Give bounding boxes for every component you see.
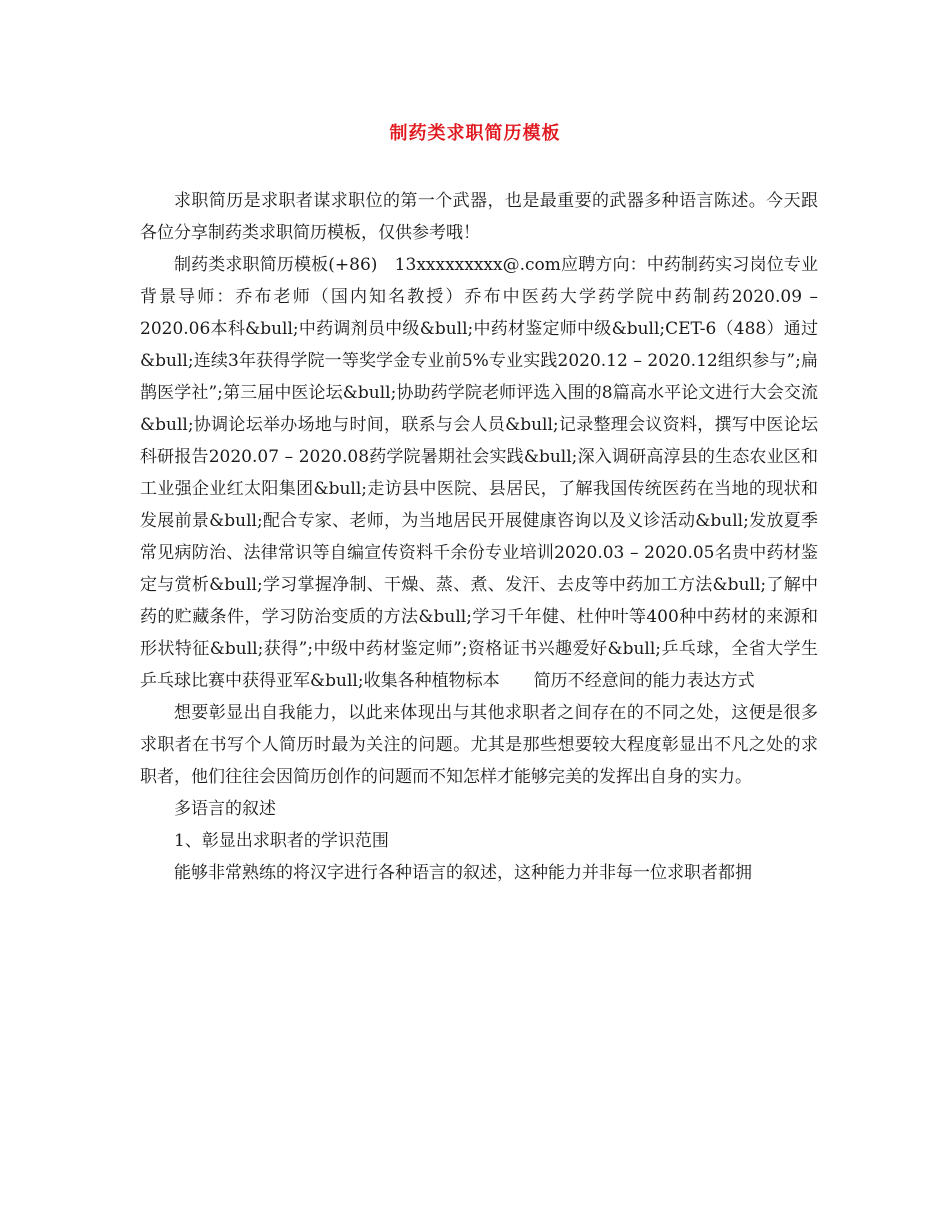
section-heading-multilingual: 多语言的叙述 <box>174 799 276 819</box>
paragraph-ability: 想要彰显出自我能力，以此来体现出与其他求职者之间存在的不同之处，这便是很多求职者在书写个人简历时最为关注的问题。尤其是那些想要较大程度彰显出不凡之处的求职者，他们往往会因简历创作的问题而不知怎样才能够完美的发挥出自身的实力。 <box>140 703 818 787</box>
document-body <box>140 185 818 889</box>
document-title: 制药类求职简历模板 <box>389 123 561 144</box>
paragraph-intro: 求职简历是求职者谋求职位的第一个武器，也是最重要的武器多种语言陈述。今天跟各位分享制药类求职简历模板，仅供参考哦！ <box>140 191 818 243</box>
paragraph-language-ability: 能够非常熟练的将汉字进行各种语言的叙述，这种能力并非每一位求职者都拥 <box>174 863 752 883</box>
subsection-heading-knowledge: 1、彰显出求职者的学识范围 <box>174 831 389 851</box>
paragraph-resume-template: 制药类求职简历模板(+86) 13xxxxxxxxx@.com应聘方向：中药制药实习岗位专业背景导师：乔布老师（国内知名教授）乔布中医药大学药学院中药制药2020.09 – 2020.06本科&bull;中药调剂员中级&bull;中药材鉴定师中级&bull;CET-6（488）通过&bull;连续3年获得学院一等奖学金专业前5%专业实践2020.12 – 2020.12组织参与”;扁鹊医学社”;第三届中医论坛&bull;协助药学院老师评选入围的8篇高水平论文进行大会交流&bull;协调论坛举办场地与时间，联系与会人员&bull;记录整理会议资料，撰写中医论坛科研报告2020.07 – 2020.08药学院暑期社会实践&bull;深入调研高淳县的生态农业区和工业强企业红太阳集团&bull;走访县中医院、县居民，了解我国传统医药在当地的现状和发展前景&bull;配合专家、老师，为当地居民开展健康咨询以及义诊活动&bull;发放夏季常见病防治、法律常识等自编宣传资料千余份专业培训2020.03 – 2020.05名贵中药材鉴定与赏析&bull;学习掌握净制、干燥、蒸、煮、发汗、去皮等中药加工方法&bull;了解中药的贮藏条件，学习防治变质的方法&bull;学习千年健、杜仲叶等400种中药材的来源和形状特征&bull;获得”;中级中药材鉴定师”;资格证书兴趣爱好&bull;乒乓球，全省大学生乒乓球比赛中获得亚军&bull;收集各种植物标本 简历不经意间的能力表达方式 <box>140 255 818 691</box>
